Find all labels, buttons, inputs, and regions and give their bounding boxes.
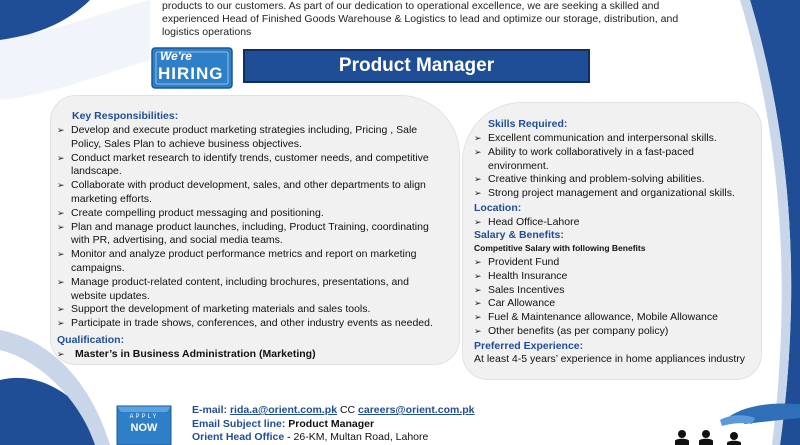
responsibilities-list <box>57 124 457 331</box>
qualification-heading: Qualification: <box>57 334 125 346</box>
arrow-bullet-icon: ➢ <box>474 325 482 336</box>
badge-line-1: We're <box>160 49 192 63</box>
email-link-primary[interactable]: rida.a@orient.com.pk <box>229 404 338 416</box>
office-value: 26-KM, Multan Road, Lahore <box>293 431 429 443</box>
badge-line-2: HIRING <box>158 64 224 83</box>
arrow-bullet-icon: ➢ <box>57 304 65 315</box>
arrow-bullet-icon: ➢ <box>57 276 65 287</box>
list-item: ➢ Sales Incentives <box>474 283 565 296</box>
list-item: ➢ Collaborate with product development, sales, and other departments to align <box>57 179 426 192</box>
hand-with-people-icon <box>660 398 800 445</box>
list-item: ➢ Other benefits (as per company policy) <box>474 324 669 337</box>
intro-line: products to our customers. As part of our dedication to operational excellence, we are seeking a skilled and <box>162 0 660 12</box>
apply-now-button[interactable] <box>113 404 175 445</box>
intro-line: logistics operations <box>162 26 252 38</box>
contact-block <box>192 404 475 445</box>
arrow-bullet-icon: ➢ <box>57 207 65 218</box>
list-item: ➢ Health Insurance <box>474 269 568 282</box>
list-item: ➢ Create compelling product messaging and positioning. <box>57 206 324 219</box>
qualification-list <box>57 348 457 362</box>
list-item: campaigns. <box>71 261 125 274</box>
arrow-bullet-icon: ➢ <box>57 249 65 260</box>
email-label: E-mail: <box>192 404 230 416</box>
list-item: ➢ Manage product-related content, including brochures, presentations, and <box>57 275 409 288</box>
list-item: ➢ Support the development of marketing materials and sales tools. <box>57 303 371 316</box>
were-hiring-badge <box>150 46 234 90</box>
arrow-bullet-icon: ➢ <box>474 188 482 199</box>
office-line <box>192 431 475 445</box>
arrow-bullet-icon: ➢ <box>57 152 65 163</box>
intro-paragraph <box>162 0 722 39</box>
list-item: ➢ Ability to work collaboratively in a fast-paced <box>474 145 695 158</box>
list-item: ➢ Provident Fund <box>474 256 560 268</box>
apply-label: APPLY <box>129 414 159 420</box>
list-item: environment. <box>488 159 549 172</box>
skills-heading: Skills Required: <box>488 118 568 130</box>
list-item: ➢ Car Allowance <box>474 297 556 310</box>
list-item: Policy, Sales Plan to achieve business objectives. <box>71 137 302 150</box>
arrow-bullet-icon: ➢ <box>474 312 482 323</box>
experience-text: At least 4-5 years’ experience in home appliances industry <box>474 353 746 365</box>
list-item: landscape. <box>71 165 122 178</box>
salary-subheading: Competitive Salary with following Benefits <box>474 243 646 253</box>
arrow-bullet-icon: ➢ <box>57 180 65 191</box>
responsibilities-heading: Key Responsibilities: <box>72 110 179 122</box>
list-item: ➢ Strong project management and organizational skills. <box>474 187 735 200</box>
list-item: ➢ Monitor and analyze product performance metrics and report on marketing <box>57 248 417 261</box>
arrow-bullet-icon: ➢ <box>474 217 482 227</box>
subject-line <box>192 418 475 432</box>
arrow-bullet-icon: ➢ <box>474 133 482 143</box>
list-item: with PR, advertising, and social media teams. <box>71 234 283 247</box>
list-item: ➢ Develop and execute product marketing strategies including, Pricing , Sale <box>57 124 418 136</box>
now-label: NOW <box>130 422 158 434</box>
arrow-bullet-icon: ➢ <box>474 284 482 295</box>
location-heading: Location: <box>474 202 522 214</box>
email-line <box>192 404 475 418</box>
subject-label: Email Subject line: <box>192 417 289 430</box>
arrow-bullet-icon: ➢ <box>57 221 65 232</box>
list-item: ➢ Master’s in Business Administration (Marketing) <box>57 348 316 360</box>
email-link-careers[interactable]: careers@orient.com.pk <box>358 404 475 416</box>
arrow-bullet-icon: ➢ <box>57 125 65 135</box>
list-item: marketing efforts. <box>71 192 152 205</box>
job-title-banner: Product Manager <box>243 49 590 83</box>
arrow-bullet-icon: ➢ <box>57 349 65 359</box>
list-item: ➢ Plan and manage product launches, including, Product Training, coordinating <box>57 220 429 233</box>
arrow-bullet-icon: ➢ <box>474 146 482 157</box>
list-item: ➢ Fuel & Maintenance allowance, Mobile Allowance <box>474 311 718 324</box>
arrow-bullet-icon: ➢ <box>474 174 482 185</box>
list-item: ➢ Conduct market research to identify trends, customer needs, and competitive <box>57 151 429 164</box>
skills-list <box>474 132 759 201</box>
subject-value: Product Manager <box>288 417 375 430</box>
list-item: ➢ Creative thinking and problem-solving abilities. <box>474 173 705 186</box>
salary-heading: Salary & Benefits: <box>474 229 564 241</box>
cc-label: CC <box>337 404 359 416</box>
list-item: ➢ Excellent communication and interpersonal skills. <box>474 132 717 144</box>
office-label: Orient Head Office - <box>192 431 294 443</box>
experience-heading: Preferred Experience: <box>474 340 584 352</box>
arrow-bullet-icon: ➢ <box>57 318 65 329</box>
benefits-list <box>474 256 759 339</box>
list-item: ➢ Head Office-Lahore <box>474 216 580 228</box>
location-list <box>474 216 759 230</box>
list-item: ➢ Participate in trade shows, conferences, and other industry events as needed. <box>57 317 433 330</box>
intro-line: experienced Head of Finished Goods Warehouse & Logistics to lead and optimize our storage, distribution, and <box>162 13 679 25</box>
arrow-bullet-icon: ➢ <box>474 270 482 281</box>
arrow-bullet-icon: ➢ <box>474 257 482 267</box>
list-item: website updates. <box>71 289 150 302</box>
arrow-bullet-icon: ➢ <box>474 298 482 309</box>
